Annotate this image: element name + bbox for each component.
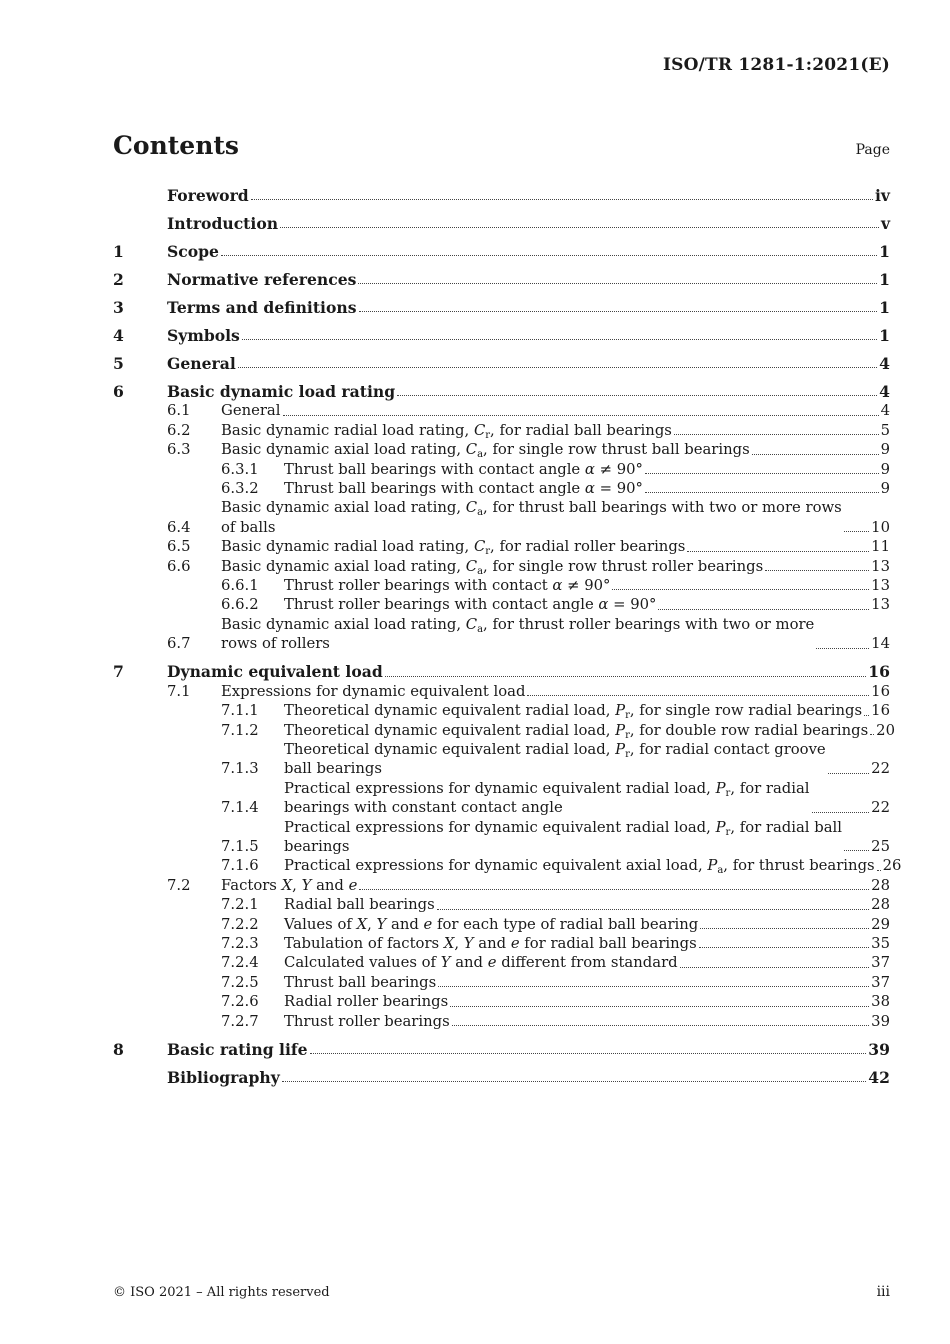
toc-entry[interactable] bbox=[113, 818, 890, 857]
toc-entry-page: 4 bbox=[880, 402, 890, 420]
toc-entry-number: 7.1 bbox=[167, 682, 191, 700]
toc-dot-leader bbox=[816, 647, 869, 649]
toc-entry-title: Practical expressions for dynamic equivalent radial load, $P_r$, for radial ball bearings bbox=[284, 818, 842, 855]
toc-dot-leader bbox=[385, 675, 867, 677]
toc-entry-title: Bibliography bbox=[167, 1067, 280, 1087]
toc-entry-number: 6 bbox=[113, 382, 124, 401]
toc-entry-title: Tabulation of factors X, Y and e for radial ball bearings bbox=[284, 934, 697, 952]
toc-dot-leader bbox=[864, 714, 869, 716]
toc-dot-leader bbox=[438, 985, 869, 987]
toc-entry-title: Thrust ball bearings with contact angle α ≠ 90° bbox=[284, 460, 643, 478]
contents-title: Contents bbox=[113, 131, 240, 160]
toc-entry[interactable] bbox=[113, 401, 890, 420]
toc-entry-title: Basic rating life bbox=[167, 1039, 308, 1059]
toc-dot-leader bbox=[828, 772, 869, 774]
toc-entry-number: 6.3.2 bbox=[221, 480, 259, 498]
toc-entry-number: 7.2 bbox=[167, 876, 191, 894]
toc-dot-leader bbox=[282, 1080, 867, 1082]
toc-entry[interactable] bbox=[113, 557, 890, 576]
toc-entry[interactable] bbox=[113, 1068, 890, 1087]
toc-entry-title: Values of X, Y and e for each type of radial ball bearing bbox=[284, 915, 699, 933]
toc-dot-leader bbox=[844, 849, 869, 851]
toc-entry-title: Basic dynamic axial load rating, $C_a$, for single row thrust roller bearings bbox=[221, 557, 764, 577]
toc-entry-number: 6.3.1 bbox=[221, 460, 259, 478]
toc-dot-leader bbox=[238, 366, 877, 368]
toc-entry[interactable] bbox=[113, 460, 890, 479]
toc-dot-leader bbox=[645, 491, 879, 493]
toc-entry-number: 1 bbox=[113, 242, 124, 261]
toc-entry-page: 20 bbox=[876, 721, 896, 739]
toc-entry-page: 1 bbox=[879, 298, 890, 317]
toc-entry[interactable] bbox=[113, 270, 890, 289]
toc-dot-leader bbox=[359, 888, 869, 890]
toc-entry-page: 29 bbox=[871, 915, 890, 933]
toc-entry-title: Basic dynamic load rating bbox=[167, 382, 396, 401]
page-number: iii bbox=[876, 1284, 890, 1300]
toc-entry[interactable] bbox=[113, 440, 890, 459]
toc-entry-number: 7.2.6 bbox=[221, 993, 259, 1011]
toc-dot-leader bbox=[812, 811, 870, 813]
toc-entry-page: 9 bbox=[880, 460, 890, 478]
toc-dot-leader bbox=[870, 733, 874, 735]
document-id: ISO/TR 1281-1:2021(E) bbox=[663, 55, 890, 75]
toc-entry[interactable] bbox=[113, 682, 890, 701]
toc-entry-title: Terms and definitions bbox=[167, 298, 357, 317]
toc-entry-page: 1 bbox=[879, 326, 890, 345]
toc-entry-number: 4 bbox=[113, 326, 124, 345]
toc-entry-number: 7.1.1 bbox=[221, 702, 259, 720]
copyright-notice: © ISO 2021 – All rights reserved bbox=[113, 1285, 330, 1300]
toc-dot-leader bbox=[700, 927, 869, 929]
toc-entry[interactable] bbox=[113, 953, 890, 972]
toc-entry-number: 6.6.1 bbox=[221, 577, 259, 595]
toc-entry-number: 7.2.3 bbox=[221, 934, 259, 952]
toc-dot-leader bbox=[765, 569, 869, 571]
toc-entry-page: 37 bbox=[871, 973, 890, 991]
toc-entry-page: 4 bbox=[879, 354, 890, 373]
toc-entry-number: 6.1 bbox=[167, 402, 191, 420]
toc-entry-number: 7.1.3 bbox=[221, 760, 259, 778]
toc-entry[interactable] bbox=[113, 721, 896, 741]
toc-dot-leader bbox=[658, 608, 869, 610]
toc-entry-number: 6.7 bbox=[167, 635, 191, 653]
toc-entry-number: 7.2.7 bbox=[221, 1012, 259, 1030]
toc-entry-page: 28 bbox=[871, 876, 890, 894]
toc-entry[interactable] bbox=[113, 895, 890, 914]
toc-dot-leader bbox=[527, 694, 869, 696]
toc-entry[interactable] bbox=[113, 915, 890, 934]
toc-dot-leader bbox=[437, 908, 869, 910]
toc-entry-page: 35 bbox=[871, 934, 890, 952]
toc-entry-title: Thrust roller bearings with contact angle α = 90° bbox=[284, 596, 657, 614]
toc-dot-leader bbox=[359, 310, 878, 312]
toc-entry-title: Scope bbox=[167, 242, 219, 261]
toc-entry-page: 39 bbox=[871, 1012, 890, 1030]
toc-entry-number: 7.2.5 bbox=[221, 973, 259, 991]
toc-entry-title: Factors X, Y and e bbox=[221, 876, 358, 894]
toc-dot-leader bbox=[877, 869, 881, 871]
toc-entry-title: Expressions for dynamic equivalent load bbox=[221, 682, 526, 700]
table-of-contents bbox=[113, 186, 902, 1087]
toc-entry-number: 6.6 bbox=[167, 557, 191, 575]
toc-entry-title: General bbox=[221, 402, 281, 420]
toc-dot-leader bbox=[844, 530, 869, 532]
toc-dot-leader bbox=[251, 198, 873, 200]
toc-entry[interactable] bbox=[113, 354, 890, 373]
toc-entry-page: 5 bbox=[880, 421, 890, 439]
toc-entry-title: General bbox=[167, 354, 236, 373]
toc-entry[interactable] bbox=[113, 479, 890, 498]
toc-entry-number: 6.6.2 bbox=[221, 596, 259, 614]
toc-entry-number: 6.2 bbox=[167, 421, 191, 439]
toc-entry-title: Thrust roller bearings bbox=[284, 1012, 450, 1030]
toc-dot-leader bbox=[612, 588, 869, 590]
toc-entry-title: Thrust ball bearings with contact angle α = 90° bbox=[284, 480, 643, 498]
toc-entry-page: 26 bbox=[882, 857, 902, 875]
toc-entry-page: 28 bbox=[871, 896, 890, 914]
toc-entry[interactable] bbox=[113, 421, 890, 440]
toc-entry-page: 16 bbox=[871, 702, 890, 720]
toc-dot-leader bbox=[283, 414, 879, 416]
toc-entry-number: 6.4 bbox=[167, 518, 191, 536]
toc-entry-number: 7.2.2 bbox=[221, 915, 259, 933]
toc-entry-number: 7.1.4 bbox=[221, 799, 259, 817]
toc-entry-page: 13 bbox=[871, 577, 890, 595]
toc-entry[interactable] bbox=[113, 186, 890, 205]
toc-entry-title: Basic dynamic axial load rating, $C_a$, for thrust roller bearings with two or more rows of rollers bbox=[221, 615, 815, 653]
toc-entry-title: Theoretical dynamic equivalent radial load, $P_r$, for single row radial bearings bbox=[284, 702, 863, 722]
toc-entry-title: Basic dynamic axial load rating, $C_a$, for thrust ball bearings with two or more rows of balls bbox=[221, 499, 842, 536]
toc-entry-title: Basic dynamic axial load rating, $C_a$, for single row thrust ball bearings bbox=[221, 441, 750, 461]
toc-dot-leader bbox=[752, 453, 879, 455]
toc-entry[interactable] bbox=[113, 973, 890, 992]
toc-entry[interactable] bbox=[113, 662, 890, 681]
toc-entry-page: 22 bbox=[871, 760, 890, 778]
toc-entry-page: iv bbox=[875, 186, 890, 205]
toc-entry-title: Practical expressions for dynamic equivalent radial load, $P_r$, for radial bearings with constant contact angle bbox=[284, 779, 810, 817]
toc-entry-number: 7 bbox=[113, 662, 124, 682]
toc-entry-page: 39 bbox=[868, 1039, 890, 1059]
toc-entry-number: 7.1.5 bbox=[221, 837, 259, 855]
toc-dot-leader bbox=[397, 394, 877, 396]
toc-dot-leader bbox=[452, 1024, 869, 1026]
toc-entry[interactable] bbox=[113, 856, 902, 877]
toc-entry-page: 9 bbox=[880, 480, 890, 498]
toc-entry[interactable] bbox=[113, 934, 890, 953]
toc-entry-page: 25 bbox=[871, 837, 890, 855]
toc-entry-title: Introduction bbox=[167, 214, 279, 233]
toc-entry[interactable] bbox=[113, 214, 890, 233]
page-column-label: Page bbox=[855, 142, 890, 158]
toc-entry-page: 9 bbox=[880, 441, 890, 459]
toc-entry-page: 1 bbox=[879, 242, 890, 261]
toc-entry-number: 3 bbox=[113, 298, 124, 317]
toc-entry-number: 2 bbox=[113, 270, 124, 289]
toc-entry[interactable] bbox=[113, 242, 890, 261]
toc-entry[interactable] bbox=[113, 576, 890, 595]
toc-dot-leader bbox=[221, 254, 877, 256]
toc-entry-page: 4 bbox=[879, 382, 890, 401]
toc-entry-number: 7.2.4 bbox=[221, 954, 259, 972]
toc-entry-page: 1 bbox=[879, 270, 890, 289]
toc-entry-title: Theoretical dynamic equivalent radial load, $P_r$, for radial contact groove ball bearings bbox=[284, 740, 826, 778]
toc-entry-page: 13 bbox=[871, 557, 890, 575]
toc-entry[interactable] bbox=[113, 1012, 890, 1031]
toc-entry-page: 37 bbox=[871, 954, 890, 972]
toc-dot-leader bbox=[687, 550, 869, 552]
toc-entry-title: Foreword bbox=[167, 186, 249, 205]
toc-dot-leader bbox=[280, 226, 879, 228]
toc-entry-page: 42 bbox=[868, 1067, 890, 1087]
toc-entry-title: Dynamic equivalent load bbox=[167, 662, 383, 682]
toc-entry[interactable] bbox=[113, 382, 890, 401]
toc-entry-title: Thrust ball bearings bbox=[284, 973, 437, 991]
toc-entry-page: 10 bbox=[871, 518, 890, 536]
toc-entry-number: 5 bbox=[113, 354, 124, 373]
toc-entry-number: 6.5 bbox=[167, 538, 191, 556]
toc-entry[interactable] bbox=[113, 537, 890, 556]
toc-dot-leader bbox=[450, 1005, 869, 1007]
toc-entry-title: Practical expressions for dynamic equivalent axial load, $P_a$, for thrust bearings bbox=[284, 857, 875, 877]
toc-entry-number: 7.1.2 bbox=[221, 721, 259, 739]
toc-entry-page: 13 bbox=[871, 596, 890, 614]
toc-entry-page: 16 bbox=[868, 662, 890, 682]
toc-dot-leader bbox=[242, 338, 877, 340]
toc-entry[interactable] bbox=[113, 740, 890, 779]
toc-entry-number: 6.3 bbox=[167, 441, 191, 459]
toc-entry-number: 7.2.1 bbox=[221, 896, 259, 914]
toc-entry[interactable] bbox=[113, 992, 890, 1011]
toc-entry-title: Normative references bbox=[167, 270, 357, 289]
toc-entry-title: Radial roller bearings bbox=[284, 993, 449, 1011]
toc-entry[interactable] bbox=[113, 701, 890, 720]
toc-dot-leader bbox=[680, 966, 870, 968]
toc-entry[interactable] bbox=[113, 1040, 890, 1059]
toc-entry[interactable] bbox=[113, 326, 890, 345]
toc-dot-leader bbox=[358, 282, 877, 284]
toc-entry[interactable] bbox=[113, 615, 890, 654]
toc-entry-page: v bbox=[880, 214, 890, 233]
toc-entry-title: Basic dynamic radial load rating, $C_r$, for radial ball bearings bbox=[221, 421, 672, 441]
toc-entry[interactable] bbox=[113, 298, 890, 317]
toc-entry-title: Radial ball bearings bbox=[284, 896, 435, 914]
toc-entry[interactable] bbox=[113, 498, 890, 537]
toc-entry[interactable] bbox=[113, 595, 890, 614]
toc-entry-title: Calculated values of Y and e different from standard bbox=[284, 954, 678, 972]
toc-dot-leader bbox=[699, 946, 869, 948]
toc-entry[interactable] bbox=[113, 779, 890, 818]
toc-entry-title: Thrust roller bearings with contact α ≠ 90° bbox=[284, 577, 611, 595]
toc-entry-number: 7.1.6 bbox=[221, 857, 259, 875]
toc-entry-number: 8 bbox=[113, 1039, 124, 1059]
toc-dot-leader bbox=[674, 433, 879, 435]
toc-entry-title: Symbols bbox=[167, 326, 240, 345]
toc-entry-page: 11 bbox=[871, 538, 890, 556]
toc-entry-page: 22 bbox=[871, 799, 890, 817]
toc-dot-leader bbox=[645, 472, 879, 474]
toc-entry-title: Basic dynamic radial load rating, $C_r$, for radial roller bearings bbox=[221, 538, 686, 558]
toc-entry-page: 14 bbox=[871, 635, 890, 653]
toc-entry-page: 16 bbox=[871, 682, 890, 700]
toc-entry-page: 38 bbox=[871, 993, 890, 1011]
toc-entry[interactable] bbox=[113, 876, 890, 895]
toc-dot-leader bbox=[310, 1052, 867, 1054]
toc-entry-title: Theoretical dynamic equivalent radial load, $P_r$, for double row radial bearings bbox=[284, 721, 869, 741]
